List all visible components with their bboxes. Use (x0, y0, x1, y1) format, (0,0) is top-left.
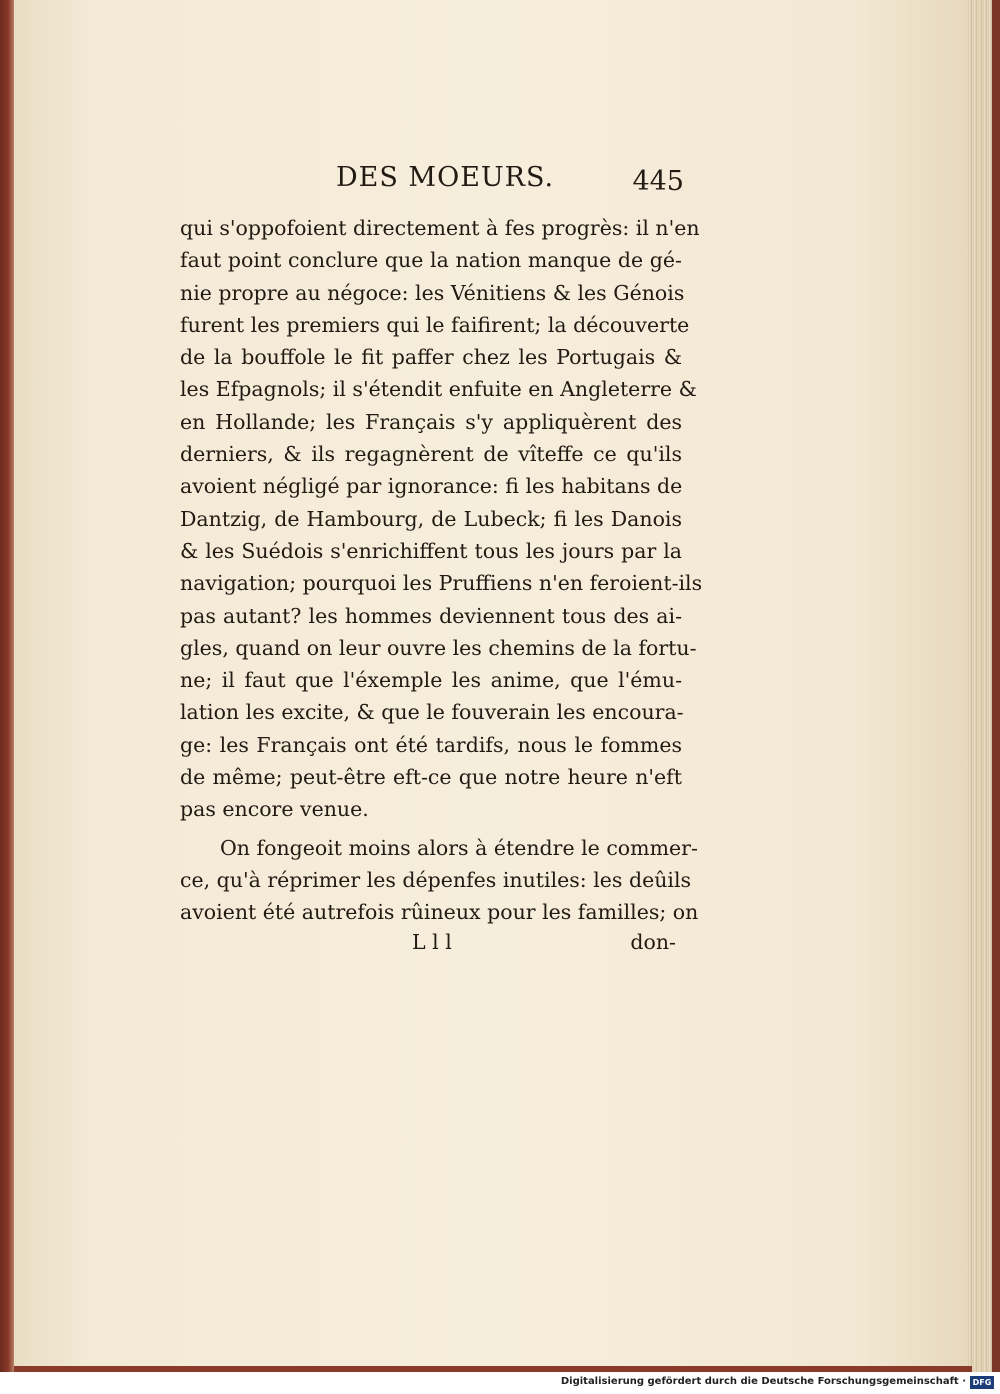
text-line: pas autant? les hommes deviennent tous des ai- (180, 603, 682, 628)
signature-mark: L l l (412, 930, 452, 954)
running-head (180, 158, 690, 198)
paragraph-1 (180, 212, 703, 826)
book-cover-edge (992, 0, 1000, 1378)
text-line: faut point conclure que la nation manque de gé- (180, 248, 682, 273)
text-line: navigation; pourquoi les Pruffiens n'en feroient-ils (180, 571, 703, 596)
text-line: Dantzig, de Hambourg, de Lubeck; fi les Danois (180, 506, 682, 531)
text-line: furent les premiers qui le faifirent; la découverte (180, 312, 690, 337)
book-binding-left (0, 0, 14, 1378)
text-line: ge: les Français ont été tardifs, nous le fommes (180, 732, 682, 757)
page-footer (180, 928, 682, 962)
text-line: gles, quand on leur ouvre les chemins de la fortu- (180, 635, 697, 660)
text-line: avoient négligé par ignorance: fi les habitans de (180, 474, 683, 499)
text-line: qui s'oppofoient directement à fes progrès: il n'en (180, 216, 700, 240)
text-line: derniers, & ils regagnèrent de vîteffe ce qu'ils (180, 442, 682, 467)
body-text (180, 212, 703, 929)
text-line: les Efpagnols; il s'étendit enfuite en Angleterre & (180, 377, 697, 402)
text-line: ce, qu'à réprimer les dépenfes inutiles: les deûils (180, 867, 692, 892)
text-line: lation les excite, & que le fouverain les encoura- (180, 700, 684, 725)
paragraph-2 (180, 832, 699, 929)
running-title: DES MOEURS. (336, 162, 555, 193)
digitization-credit: Digitalisierung gefördert durch die Deutsche Forschungsgemeinschaft · (560, 1376, 966, 1387)
text-line: de la bouffole le fit paffer chez les Portugais & (180, 345, 682, 370)
text-line: On fongeoit moins alors à étendre le commer- (220, 835, 698, 860)
text-line: nie propre au négoce: les Vénitiens & les Génois (180, 280, 685, 305)
text-line: pas encore venue. (180, 797, 369, 822)
page-number: 445 (632, 166, 684, 197)
dfg-logo: DFG (970, 1376, 994, 1389)
catchword: don- (630, 930, 676, 954)
text-line: & les Suédois s'enrichiffent tous les jours par la (180, 538, 682, 563)
text-line: de même; peut-être eft-ce que notre heure n'eft (180, 765, 682, 790)
text-line: en Hollande; les Français s'y appliquèrent des (180, 409, 682, 434)
text-line: ne; il faut que l'éxemple les anime, que l'ému- (180, 668, 682, 693)
text-line: avoient été autrefois rûineux pour les familles; on (180, 900, 699, 925)
